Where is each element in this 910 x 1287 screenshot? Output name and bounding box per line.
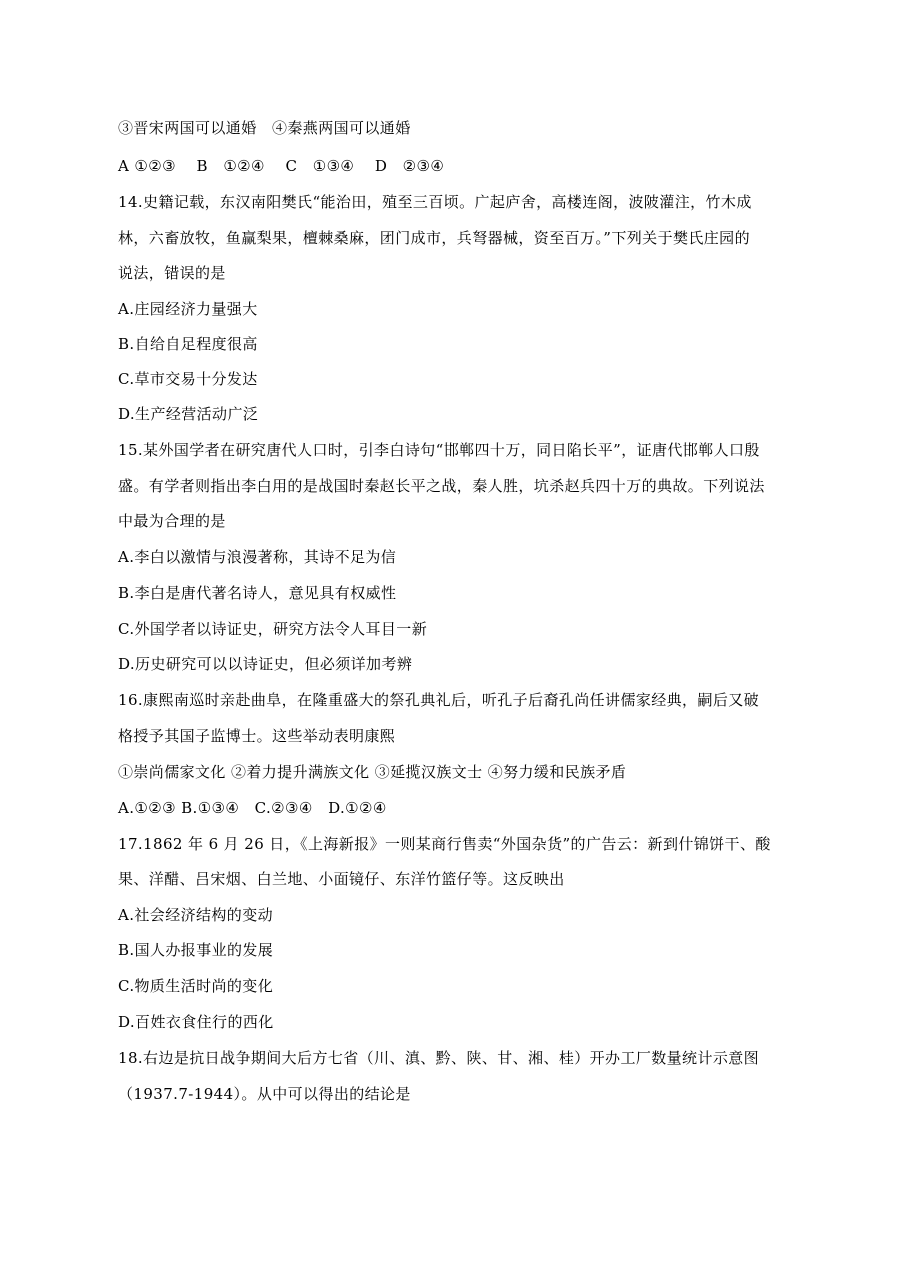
q14-option-a: A.庄园经济力量强大 — [118, 300, 258, 318]
q18-stem-line-1: 18.右边是抗日战争期间大后方七省（川、滇、黔、陕、甘、湘、桂）开办工厂数量统计示意图 — [118, 1049, 760, 1067]
q17-option-d: D.百姓衣食住行的西化 — [118, 1013, 274, 1031]
q18-stem-line-2: （1937.7-1944）。从中可以得出的结论是 — [118, 1085, 411, 1103]
q13-answer-choices: A ①②③ B ①②④ C ①③④ D ②③④ — [118, 157, 445, 175]
q16-stem-line-1: 16.康熙南巡时亲赴曲阜，在隆重盛大的祭孔典礼后，听孔子后裔孔尚任讲儒家经典，嗣后又破 — [118, 691, 760, 709]
q17-stem-line-1: 17.1862 年 6 月 26 日，《上海新报》一则某商行售卖“外国杂货”的广告云：新到什锦饼干、酸 — [118, 835, 771, 853]
q15-option-a: A.李白以激情与浪漫著称，其诗不足为信 — [118, 548, 397, 566]
q15-stem-line-2: 盛。有学者则指出李白用的是战国时秦赵长平之战，秦人胜，坑杀赵兵四十万的典故。下列说法 — [118, 477, 765, 495]
q14-stem-line-1: 14.史籍记载，东汉南阳樊氏“能治田，殖至三百顷。广起庐舍，高楼连阁，波陂灌注，竹木成 — [118, 193, 752, 211]
q14-option-d: D.生产经营活动广泛 — [118, 405, 259, 423]
q14-option-b: B.自给自足程度很高 — [118, 335, 258, 353]
q17-option-c: C.物质生活时尚的变化 — [118, 977, 274, 995]
q16-statements: ①崇尚儒家文化 ②着力提升满族文化 ③延揽汉族文士 ④努力缓和民族矛盾 — [118, 763, 627, 781]
q16-answer-choices: A.①②③ B.①③④ C.②③④ D.①②④ — [118, 799, 387, 817]
q15-option-c: C.外国学者以诗证史，研究方法令人耳目一新 — [118, 620, 428, 638]
q16-stem-line-2: 格授予其国子监博士。这些举动表明康熙 — [118, 727, 396, 745]
q14-stem-line-3: 说法，错误的是 — [118, 264, 226, 282]
q15-option-b: B.李白是唐代著名诗人，意见具有权威性 — [118, 584, 397, 602]
q13-options-34: ③晋宋两国可以通婚 ④秦燕两国可以通婚 — [118, 119, 411, 137]
q15-stem-line-3: 中最为合理的是 — [118, 512, 226, 530]
q14-stem-line-2: 林，六畜放牧，鱼赢梨果，檀棘桑麻，团门成市，兵弩器械，资至百万。”下列关于樊氏庄园的 — [118, 229, 750, 247]
q15-stem-line-1: 15.某外国学者在研究唐代人口时，引李白诗句“邯郸四十万，同日陷长平”，证唐代邯郸人口殷 — [118, 441, 760, 459]
q15-option-d: D.历史研究可以以诗证史，但必须详加考辨 — [118, 655, 413, 673]
q17-stem-line-2: 果、洋醋、吕宋烟、白兰地、小面镜仔、东洋竹篮仔等。这反映出 — [118, 870, 565, 888]
q14-option-c: C.草市交易十分发达 — [118, 370, 258, 388]
q17-option-b: B.国人办报事业的发展 — [118, 941, 274, 959]
q17-option-a: A.社会经济结构的变动 — [118, 906, 274, 924]
